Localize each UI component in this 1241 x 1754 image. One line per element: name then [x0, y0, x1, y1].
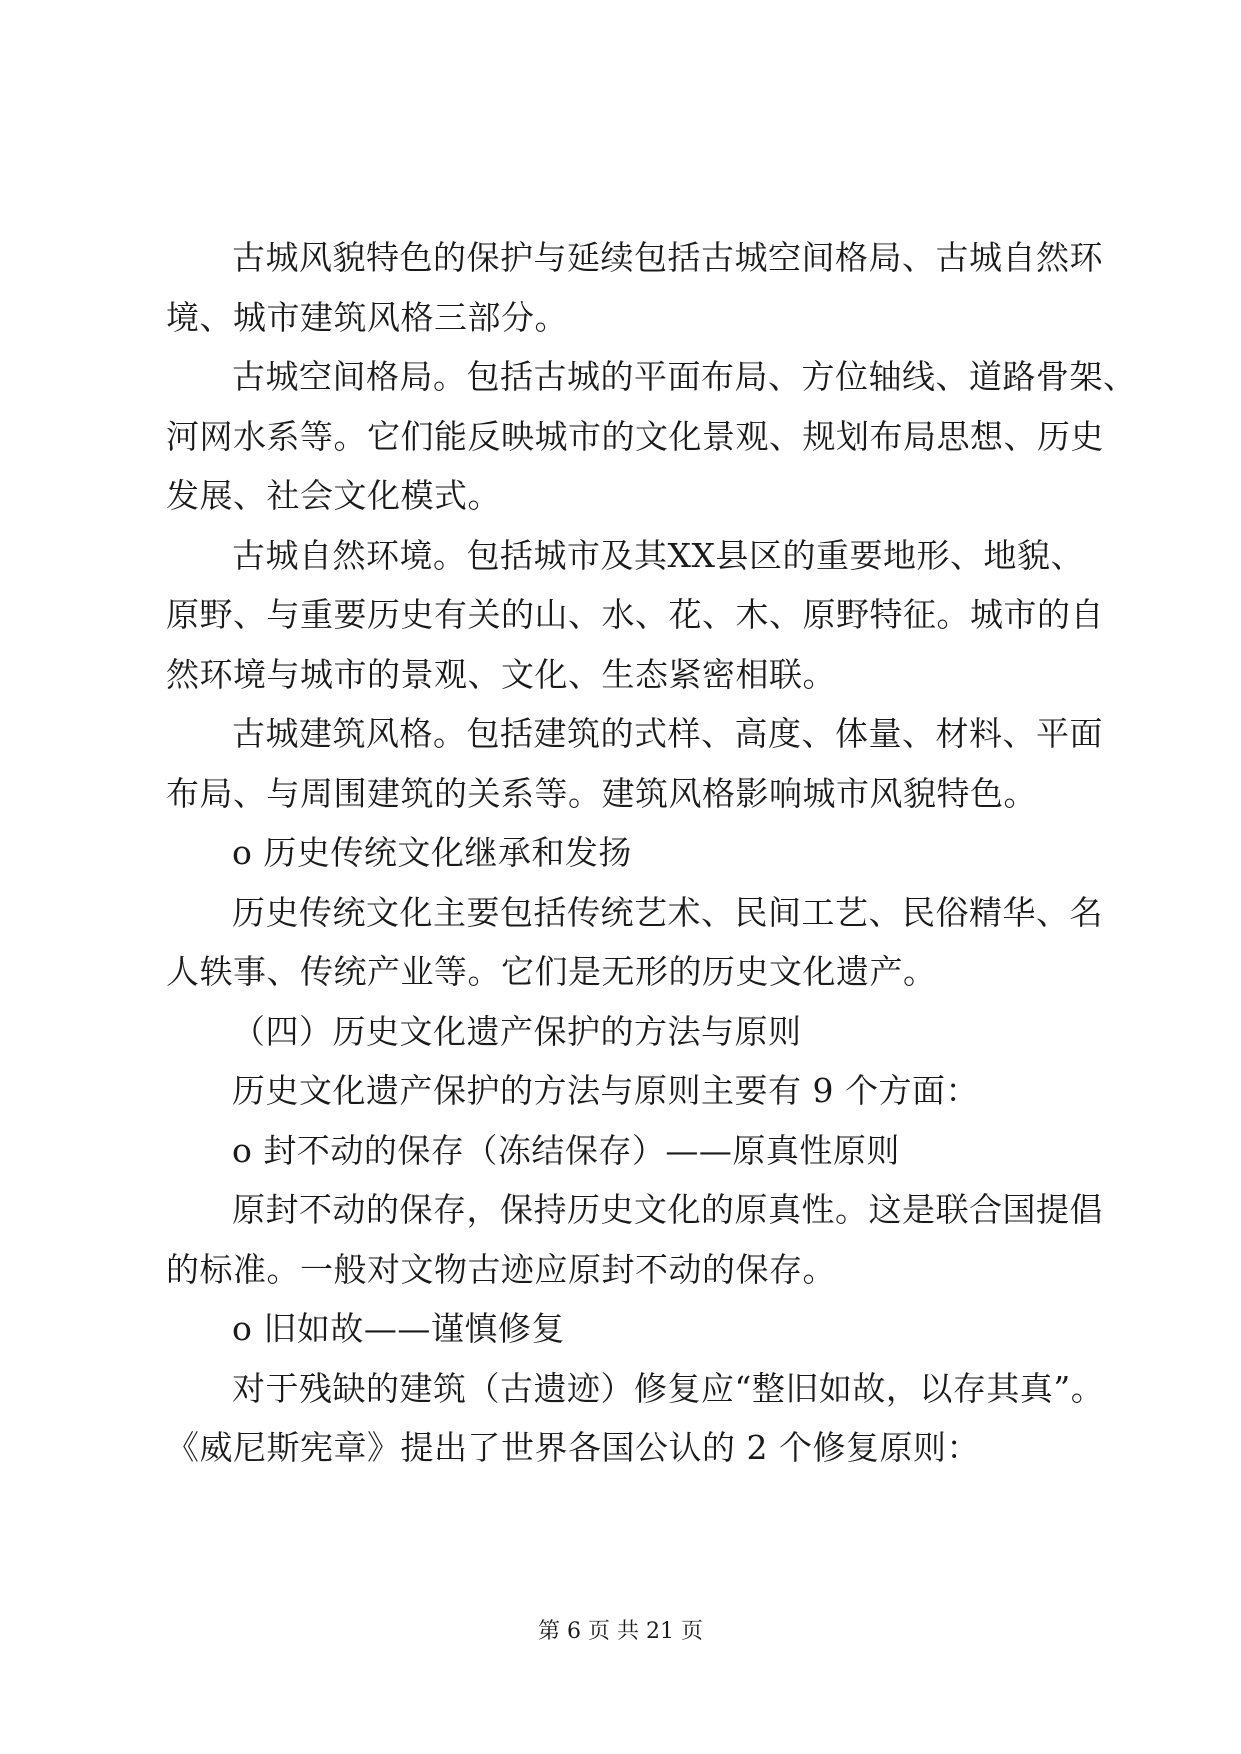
- paragraph-line: 古城空间格局。包括古城的平面布局、方位轴线、道路骨架、: [232, 357, 1137, 396]
- paragraph-line: 历史文化遗产保护的方法与原则主要有 9 个方面：: [232, 1071, 979, 1110]
- section-heading: （四）历史文化遗产保护的方法与原则: [232, 1011, 802, 1051]
- paragraph-line: 历史传统文化主要包括传统艺术、民间工艺、民俗精华、名: [232, 892, 1103, 932]
- page-footer: [0, 1617, 1241, 1647]
- paragraph-line: 然环境与城市的景观、文化、生态紧密相联。: [166, 654, 836, 694]
- paragraph-line: 发展、社会文化模式。: [166, 476, 501, 515]
- paragraph-line: 的标准。一般对文物古迹应原封不动的保存。: [166, 1249, 836, 1289]
- paragraph-line: 境、城市建筑风格三部分。: [166, 297, 568, 337]
- paragraph-line: 对于残缺的建筑（古遗迹）修复应“整旧如故，以存其真”。: [232, 1368, 1105, 1408]
- paragraph-line: 古城风貌特色的保护与延续包括古城空间格局、古城自然环: [232, 238, 1103, 277]
- paragraph-line: 布局、与周围建筑的关系等。建筑风格影响城市风貌特色。: [166, 773, 1037, 813]
- paragraph-line: 古城自然环境。包括城市及其XX县区的重要地形、地貌、: [232, 535, 1084, 575]
- page-number: 第 6 页 共 21 页: [538, 1619, 703, 1644]
- document-body: [166, 228, 1137, 1478]
- paragraph-line: 《威尼斯宪章》提出了世界各国公认的 2 个修复原则：: [166, 1428, 980, 1467]
- paragraph-line: 原封不动的保存，保持历史文化的原真性。这是联合国提倡: [232, 1190, 1103, 1229]
- bullet-heading: o 旧如故——谨慎修复: [232, 1309, 565, 1348]
- paragraph-line: 古城建筑风格。包括建筑的式样、高度、体量、材料、平面: [232, 714, 1103, 753]
- paragraph-line: 河网水系等。它们能反映城市的文化景观、规划布局思想、历史: [166, 416, 1104, 456]
- bullet-heading: o 历史传统文化继承和发扬: [232, 833, 632, 872]
- paragraph-line: 人轶事、传统产业等。它们是无形的历史文化遗产。: [166, 952, 937, 991]
- paragraph-line: 原野、与重要历史有关的山、水、花、木、原野特征。城市的自: [166, 595, 1104, 634]
- bullet-heading: o 封不动的保存（冻结保存）——原真性原则: [232, 1130, 900, 1170]
